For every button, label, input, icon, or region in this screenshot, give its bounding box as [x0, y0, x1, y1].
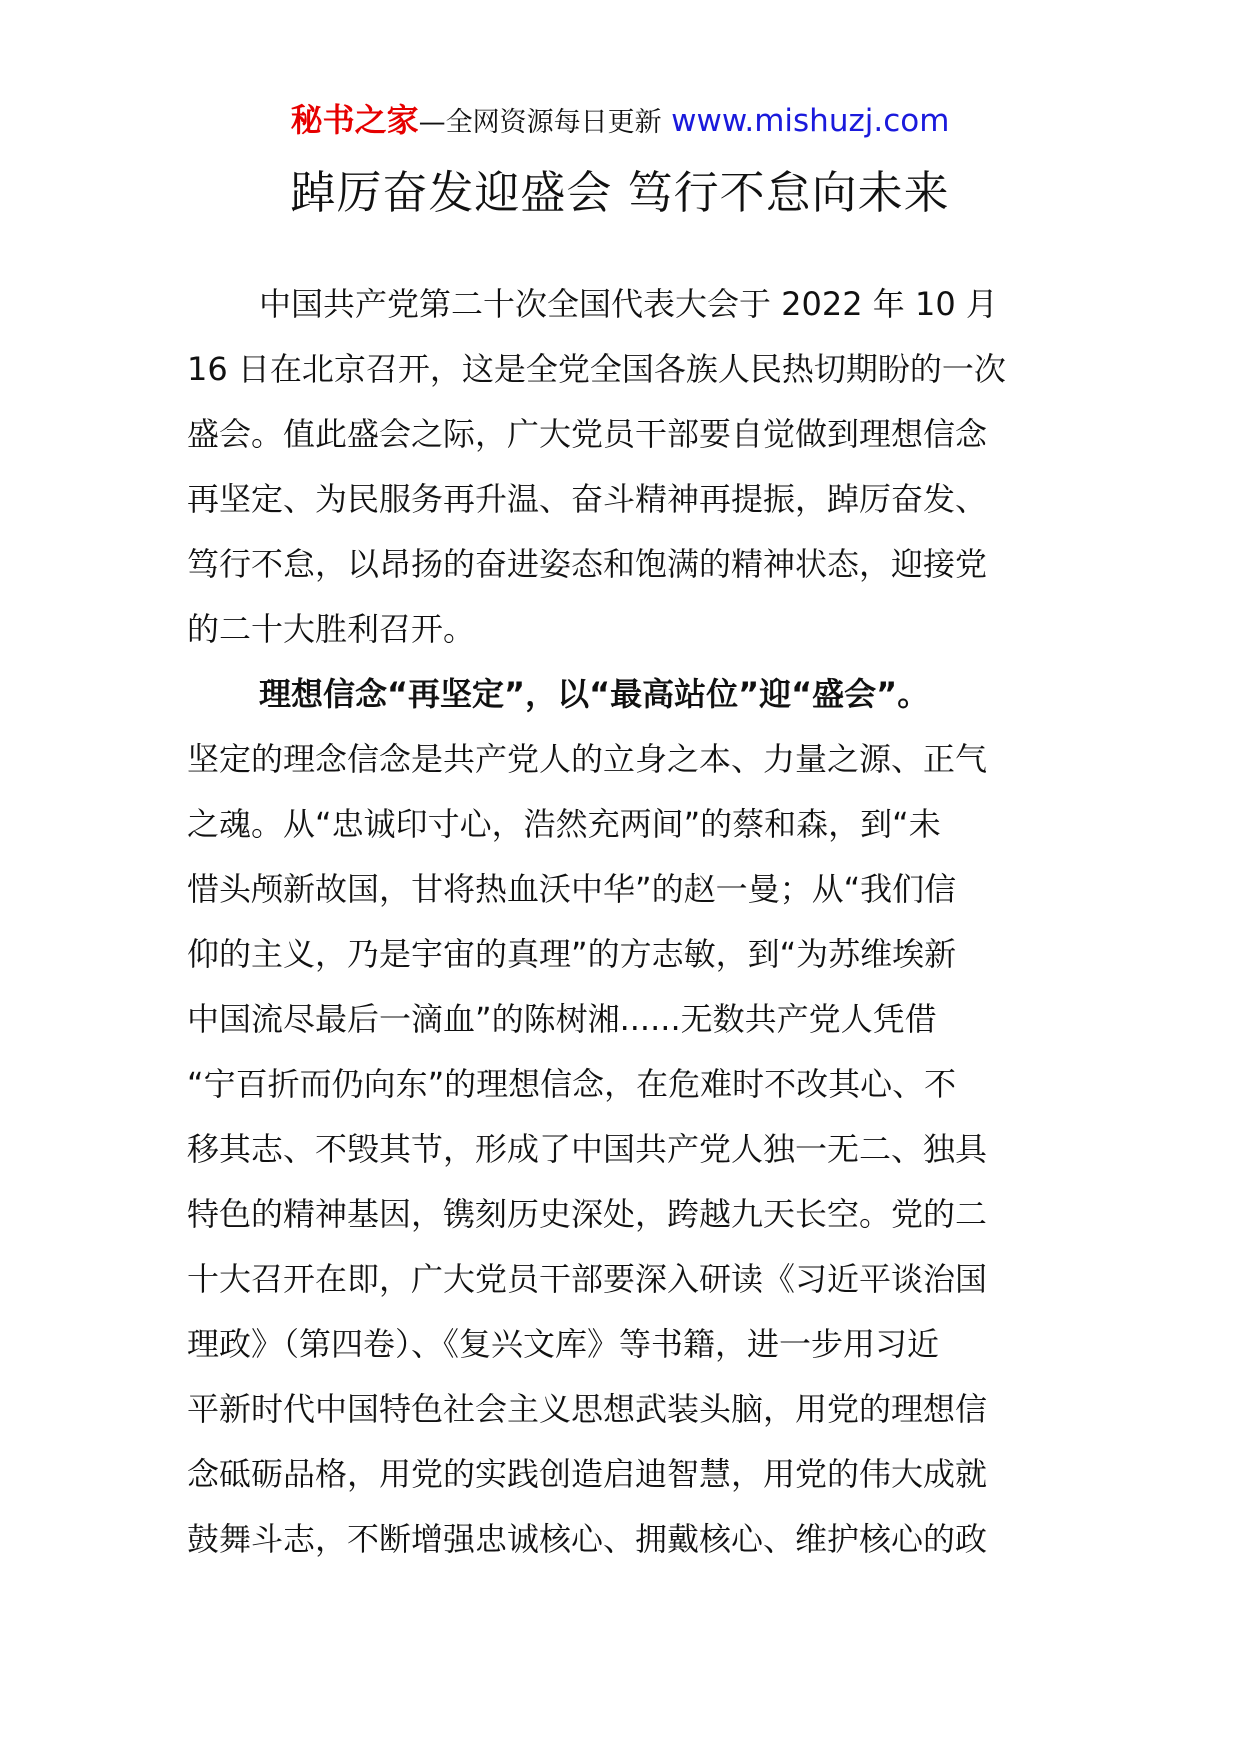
document-title: 踔厉奋发迎盛会 笃行不怠向未来 — [290, 166, 950, 219]
header-banner — [0, 100, 1240, 143]
paragraph-line: 坚定的理念信念是共产党人的立身之本、力量之源、正气 — [187, 740, 988, 778]
paragraph-line: 十大召开在即，广大党员干部要深入研读《习近平谈治国 — [187, 1260, 988, 1298]
paragraph-line: 16 日在北京召开，这是全党全国各族人民热切期盼的一次 — [187, 350, 1006, 388]
paragraph-line: 平新时代中国特色社会主义思想武装头脑，用党的理想信 — [187, 1390, 988, 1428]
paragraph-line: 的二十大胜利召开。 — [187, 610, 476, 648]
paragraph-line: 特色的精神基因，镌刻历史深处，跨越九天长空。党的二 — [187, 1195, 988, 1233]
section-heading: 理想信念“再坚定”，以“最高站位”迎“盛会”。 — [259, 675, 930, 713]
paragraph-line: 再坚定、为民服务再升温、奋斗精神再提振，踔厉奋发、 — [187, 480, 988, 518]
document-body — [187, 272, 1067, 1572]
paragraph-line: 理政》（第四卷）、《复兴文库》等书籍，进一步用习近 — [187, 1325, 940, 1363]
paragraph-line: 笃行不怠，以昂扬的奋进姿态和饱满的精神状态，迎接党 — [187, 545, 988, 583]
paragraph-line: 鼓舞斗志，不断增强忠诚核心、拥戴核心、维护核心的政 — [187, 1520, 988, 1558]
site-url-link[interactable]: www.mishuzj.com — [671, 103, 950, 139]
paragraph-line: 盛会。值此盛会之际，广大党员干部要自觉做到理想信念 — [187, 415, 988, 453]
paragraph-line: 仰的主义，乃是宇宙的真理”的方志敏，到“为苏维埃新 — [187, 935, 957, 973]
header-tagline: —全网资源每日更新 — [418, 107, 662, 138]
paragraph-line: “宁百折而仍向东”的理想信念，在危难时不改其心、不 — [187, 1065, 957, 1103]
paragraph-line: 念砥砺品格，用党的实践创造启迪智慧，用党的伟大成就 — [187, 1455, 988, 1493]
paragraph-line: 中国共产党第二十次全国代表大会于 2022 年 10 月 — [259, 285, 998, 323]
paragraph-line: 惜头颅新故国，甘将热血沃中华”的赵一曼；从“我们信 — [187, 870, 957, 908]
paragraph-line: 中国流尽最后一滴血”的陈树湘......无数共产党人凭借 — [187, 1000, 937, 1038]
paragraph-line: 移其志、不毁其节，形成了中国共产党人独一无二、独具 — [187, 1130, 988, 1168]
paragraph-line: 之魂。从“忠诚印寸心，浩然充两间”的蔡和森，到“未 — [187, 805, 941, 843]
brand-name: 秘书之家 — [290, 101, 419, 139]
